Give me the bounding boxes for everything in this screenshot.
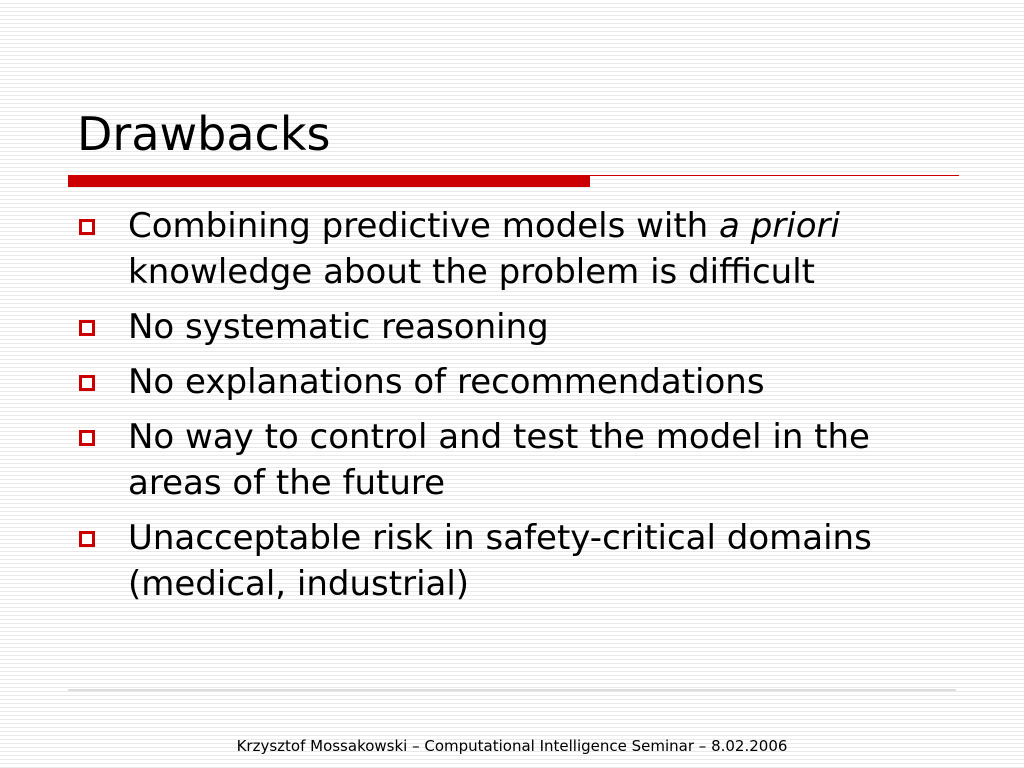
bullet-item-unacceptable-risk [78, 515, 958, 607]
slide-title: Drawbacks [77, 107, 331, 161]
title-underline-thick [68, 175, 590, 187]
footer-divider [68, 689, 956, 691]
footer-text: Krzysztof Mossakowski – Computational Intelligence Seminar – 8.02.2006 [236, 737, 788, 755]
title-underline-thin [590, 175, 959, 176]
bullet-item-control-test [78, 414, 958, 506]
bullet-text: No explanations of recommendations [128, 362, 765, 402]
bullet-list [78, 203, 958, 616]
hollow-square-icon [79, 430, 95, 446]
hollow-square-icon [79, 219, 95, 235]
bullet-text-before: Combining predictive models with [128, 206, 720, 246]
bullet-text-italic: a priori [719, 206, 840, 246]
bullet-item-combining-models [78, 203, 958, 295]
hollow-square-icon [79, 531, 95, 547]
hollow-square-icon [79, 375, 95, 391]
bullet-text: Unacceptable risk in safety-critical domains (medical, industrial) [128, 518, 872, 604]
bullet-item-explanations [78, 359, 958, 405]
bullet-text-after: knowledge about the problem is difficult [128, 252, 815, 292]
hollow-square-icon [79, 320, 95, 336]
bullet-text [128, 206, 840, 292]
bullet-text: No systematic reasoning [128, 307, 549, 347]
bullet-text: No way to control and test the model in the areas of the future [128, 417, 870, 503]
bullet-item-systematic-reasoning [78, 304, 958, 350]
